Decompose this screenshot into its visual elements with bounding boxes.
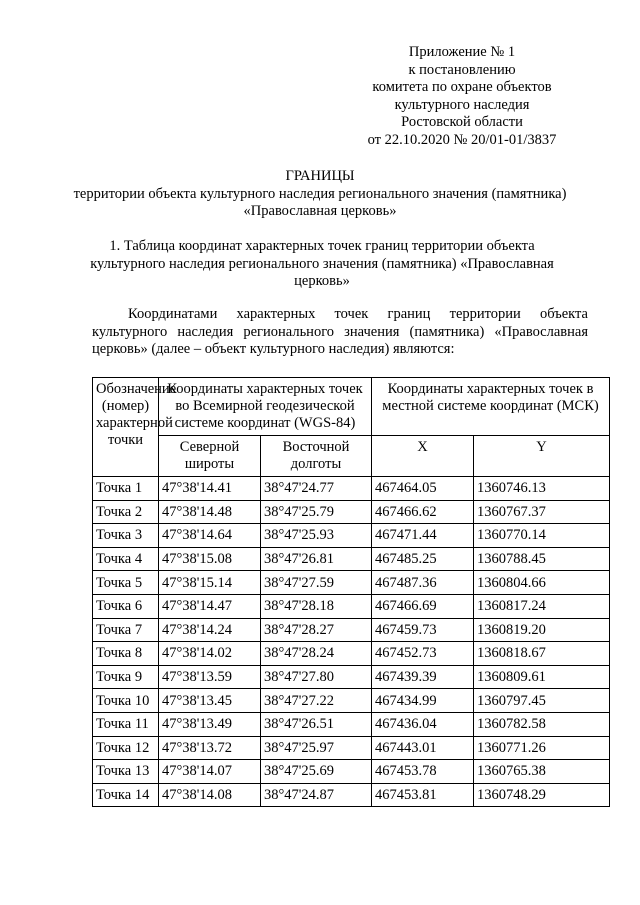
cell-x: 467452.73 <box>372 642 474 666</box>
table-row <box>93 665 610 689</box>
cell-x: 467487.36 <box>372 571 474 595</box>
cell-x: 467459.73 <box>372 618 474 642</box>
cell-lon: 38°47'28.27 <box>261 618 372 642</box>
cell-point: Точка 6 <box>93 594 159 618</box>
header-lon: Восточной долготы <box>261 436 372 477</box>
header-wgs-group: Координаты характерных точек во Всемирной геодезической системе координат (WGS-84) <box>159 378 372 436</box>
cell-x: 467464.05 <box>372 477 474 501</box>
cell-y: 1360765.38 <box>474 760 610 784</box>
cell-lat: 47°38'14.41 <box>159 477 261 501</box>
cell-lat: 47°38'14.24 <box>159 618 261 642</box>
annex-line: Приложение № 1 <box>408 44 516 60</box>
cell-y: 1360771.26 <box>474 736 610 760</box>
table-row <box>93 783 610 807</box>
cell-lon: 38°47'26.81 <box>261 547 372 571</box>
coordinates-table <box>92 377 610 807</box>
cell-lat: 47°38'14.64 <box>159 524 261 548</box>
cell-point: Точка 1 <box>93 477 159 501</box>
section-title: 1. Таблица координат характерных точек границ территории объекта культурного наследия регионального значения (памятника) «Православная церковь» <box>90 238 554 289</box>
cell-point: Точка 7 <box>93 618 159 642</box>
cell-x: 467453.78 <box>372 760 474 784</box>
table-row <box>93 712 610 736</box>
document-title: ГРАНИЦЫ <box>285 168 355 184</box>
cell-y: 1360817.24 <box>474 594 610 618</box>
cell-lat: 47°38'14.08 <box>159 783 261 807</box>
cell-x: 467436.04 <box>372 712 474 736</box>
table-row <box>93 477 610 501</box>
cell-lat: 47°38'13.45 <box>159 689 261 713</box>
cell-point: Точка 9 <box>93 665 159 689</box>
cell-point: Точка 4 <box>93 547 159 571</box>
table-row <box>93 571 610 595</box>
table-row <box>93 642 610 666</box>
cell-x: 467485.25 <box>372 547 474 571</box>
cell-lon: 38°47'27.22 <box>261 689 372 713</box>
cell-y: 1360748.29 <box>474 783 610 807</box>
cell-lon: 38°47'25.69 <box>261 760 372 784</box>
cell-lon: 38°47'25.93 <box>261 524 372 548</box>
cell-lat: 47°38'13.72 <box>159 736 261 760</box>
header-lat: Северной широты <box>159 436 261 477</box>
cell-y: 1360782.58 <box>474 712 610 736</box>
annex-block <box>342 44 582 149</box>
cell-x: 467434.99 <box>372 689 474 713</box>
table-row <box>93 594 610 618</box>
header-msk-group: Координаты характерных точек в местной системе координат (МСК) <box>372 378 610 436</box>
cell-point: Точка 11 <box>93 712 159 736</box>
cell-point: Точка 2 <box>93 500 159 524</box>
cell-point: Точка 5 <box>93 571 159 595</box>
intro-paragraph: Координатами характерных точек границ территории объекта культурного наследия регионального значения (памятника) «Православная церковь» (далее – объект культурного наследия) являются: <box>92 306 588 357</box>
cell-y: 1360797.45 <box>474 689 610 713</box>
annex-line: к постановлению <box>408 61 516 78</box>
cell-lon: 38°47'28.18 <box>261 594 372 618</box>
document-heading <box>60 168 580 221</box>
cell-lat: 47°38'13.49 <box>159 712 261 736</box>
cell-point: Точка 14 <box>93 783 159 807</box>
cell-point: Точка 10 <box>93 689 159 713</box>
annex-line: культурного наследия <box>394 96 530 113</box>
cell-lat: 47°38'14.48 <box>159 500 261 524</box>
table-row <box>93 547 610 571</box>
cell-lat: 47°38'13.59 <box>159 665 261 689</box>
annex-line: Ростовской области <box>401 114 523 130</box>
cell-y: 1360818.67 <box>474 642 610 666</box>
cell-point: Точка 13 <box>93 760 159 784</box>
document-subtitle-line: территории объекта культурного наследия регионального значения (памятника) <box>73 185 567 202</box>
cell-lon: 38°47'25.97 <box>261 736 372 760</box>
cell-x: 467466.62 <box>372 500 474 524</box>
cell-lon: 38°47'27.59 <box>261 571 372 595</box>
cell-lat: 47°38'15.08 <box>159 547 261 571</box>
document-subtitle-line: «Православная церковь» <box>243 203 397 219</box>
cell-y: 1360819.20 <box>474 618 610 642</box>
cell-y: 1360770.14 <box>474 524 610 548</box>
cell-lat: 47°38'14.02 <box>159 642 261 666</box>
table-body <box>93 477 610 807</box>
annex-line: комитета по охране объектов <box>372 79 552 95</box>
cell-lon: 38°47'24.77 <box>261 477 372 501</box>
cell-x: 467453.81 <box>372 783 474 807</box>
cell-lat: 47°38'14.47 <box>159 594 261 618</box>
table-row <box>93 618 610 642</box>
cell-y: 1360809.61 <box>474 665 610 689</box>
cell-lon: 38°47'28.24 <box>261 642 372 666</box>
cell-point: Точка 12 <box>93 736 159 760</box>
cell-lon: 38°47'25.79 <box>261 500 372 524</box>
cell-y: 1360804.66 <box>474 571 610 595</box>
cell-y: 1360746.13 <box>474 477 610 501</box>
header-point-label: Обозначение (номер) характерной точки <box>93 378 159 477</box>
cell-lon: 38°47'27.80 <box>261 665 372 689</box>
cell-lat: 47°38'15.14 <box>159 571 261 595</box>
header-x: X <box>372 436 474 477</box>
cell-y: 1360788.45 <box>474 547 610 571</box>
cell-lon: 38°47'26.51 <box>261 712 372 736</box>
cell-y: 1360767.37 <box>474 500 610 524</box>
table-row <box>93 760 610 784</box>
table-row <box>93 500 610 524</box>
cell-x: 467439.39 <box>372 665 474 689</box>
table-row <box>93 689 610 713</box>
cell-point: Точка 8 <box>93 642 159 666</box>
cell-lat: 47°38'14.07 <box>159 760 261 784</box>
table-row <box>93 524 610 548</box>
header-y: Y <box>474 436 610 477</box>
table-row <box>93 736 610 760</box>
cell-point: Точка 3 <box>93 524 159 548</box>
cell-x: 467466.69 <box>372 594 474 618</box>
annex-line: от 22.10.2020 № 20/01-01/3837 <box>367 131 557 148</box>
cell-lon: 38°47'24.87 <box>261 783 372 807</box>
cell-x: 467443.01 <box>372 736 474 760</box>
cell-x: 467471.44 <box>372 524 474 548</box>
